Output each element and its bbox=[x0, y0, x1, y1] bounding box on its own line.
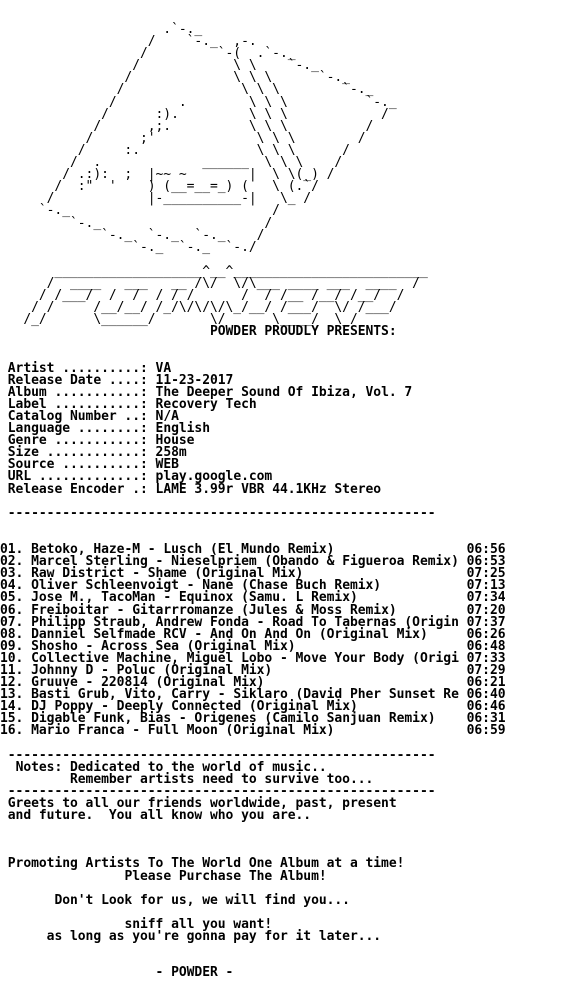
track-number: 11. bbox=[0, 662, 24, 678]
tape-ascii-art-line: / :. \ \ \ / bbox=[0, 142, 350, 158]
track-title: DJ Poppy - Deeply Connected (Original Mix) bbox=[31, 699, 467, 715]
track-duration: 06:21 bbox=[466, 675, 506, 691]
tape-ascii-art-line: / \ \ `-._ bbox=[0, 58, 319, 74]
track-number: 09. bbox=[0, 638, 24, 654]
track-title: Mario Franca - Full Moon (Original Mix) bbox=[31, 723, 467, 739]
tape-ascii-art-line: / ,;. \ \ \ / bbox=[0, 118, 374, 134]
indent-space bbox=[0, 869, 124, 884]
info-value: LAME 3.99r VBR 44.1KHz Stereo bbox=[155, 481, 382, 497]
greets-text: and future. You all know who you are.. bbox=[7, 808, 312, 824]
track-title: Raw District - Shame (Original Mix) bbox=[31, 566, 467, 582]
track-duration: 06:48 bbox=[466, 638, 506, 654]
powder-logo-art-line: / ____ ___ __ /\/ \/\___ ____ ___ ____ / bbox=[0, 275, 420, 291]
info-value: N/A bbox=[155, 409, 179, 424]
track-title: Freiboitar - Gitarrromanze (Jules & Moss Remix) bbox=[31, 602, 467, 618]
notes-text: Notes: Dedicated to the world of music.. bbox=[15, 759, 327, 775]
track-number: 04. bbox=[0, 578, 24, 594]
track-number: 12. bbox=[0, 675, 24, 691]
track-number: 16. bbox=[0, 723, 24, 739]
track-duration: 07:34 bbox=[466, 590, 506, 606]
tape-ascii-art-line: / .:): ; |~~ ~ | \ \(_) / bbox=[0, 167, 335, 183]
tape-ascii-art-line: `-._ / bbox=[0, 215, 273, 231]
info-value: The Deeper Sound Of Ibiza, Vol. 7 bbox=[155, 384, 413, 400]
track-duration: 06:26 bbox=[466, 626, 506, 642]
indent-space bbox=[0, 482, 8, 497]
tape-ascii-art-line: / . \ \ \ `-._ bbox=[0, 94, 397, 110]
track-number: 15. bbox=[0, 711, 24, 727]
info-label: Release Encoder .: bbox=[7, 481, 148, 497]
sniff-text: as long as you're gonna pay for it later... bbox=[46, 929, 382, 945]
info-label: Source ..........: bbox=[7, 457, 148, 473]
separator-line: ------------------------------------------------------- bbox=[7, 505, 436, 521]
track-number: 01. bbox=[0, 542, 24, 558]
track-title: Digable Funk, Bias - Origenes (Camilo Sanjuan Remix) bbox=[31, 711, 467, 727]
powder-logo-art-line: ___________________^__^_________________________ bbox=[0, 263, 428, 279]
indent-space bbox=[0, 893, 54, 908]
notes-text: Remember artists need to survive too... bbox=[70, 771, 374, 787]
track-duration: 06:56 bbox=[466, 542, 506, 558]
info-label: Album ...........: bbox=[7, 384, 148, 400]
greets-text: Greets to all our friends worldwide, past, present bbox=[7, 796, 397, 811]
footer-signature: - POWDER - bbox=[155, 965, 234, 981]
track-title: Marcel Sterling - Nieselpriem (Obando & Figueroa Remix) bbox=[31, 554, 467, 570]
track-title: Basti Grub, Vito, Carry - Siklaro (David Pher Sunset Re bbox=[31, 687, 467, 703]
info-label: Language ........: bbox=[7, 421, 148, 437]
info-value: 258m bbox=[155, 445, 187, 461]
promo-text: Please Purchase The Album! bbox=[124, 868, 327, 884]
separator-line: ------------------------------------------------------- bbox=[7, 747, 436, 763]
powder-logo-art-line: / / /__/__/ /_/\/\/\/\_/__/ /___/ \/ /___/ bbox=[0, 300, 405, 316]
info-value: House bbox=[155, 433, 195, 449]
track-title: Gruuve - 220814 (Original Mix) bbox=[31, 675, 467, 691]
indent-space bbox=[148, 482, 156, 497]
separator-line: ------------------------------------------------------- bbox=[7, 783, 436, 799]
tape-ascii-art-line: `-._ / bbox=[0, 203, 280, 219]
track-duration: 07:33 bbox=[466, 650, 506, 666]
powder-logo-art-line: /_/ \______/ \/ \____/ \_/ bbox=[0, 312, 358, 328]
tape-ascii-art-line: / \ \ \ `-._ bbox=[0, 82, 374, 98]
info-label: Genre ...........: bbox=[7, 433, 148, 449]
indent-space bbox=[0, 808, 8, 823]
tape-ascii-art-line: / :" ' ) (__=__=_) ( \ (.`/ bbox=[0, 179, 319, 195]
track-duration: 07:37 bbox=[466, 614, 506, 630]
track-number: 05. bbox=[0, 590, 24, 606]
track-duration: 07:20 bbox=[466, 602, 506, 618]
tagline-text: Don't Look for us, we will find you... bbox=[54, 892, 350, 908]
track-title: Danniel Selfmade RCV - And On And On (Original Mix) bbox=[31, 626, 467, 642]
track-number: 03. bbox=[0, 566, 24, 582]
track-number: 06. bbox=[0, 602, 24, 618]
info-label: Size ............: bbox=[7, 445, 148, 461]
track-duration: 07:25 bbox=[466, 566, 506, 582]
nfo-document bbox=[0, 24, 568, 979]
info-label: Catalog Number ..: bbox=[7, 409, 148, 424]
indent-space bbox=[0, 965, 156, 980]
track-title: Oliver Schleenvoigt - Nane (Chase Buch Remix) bbox=[31, 578, 467, 594]
presents-heading: POWDER PROUDLY PRESENTS: bbox=[0, 324, 397, 340]
info-value: English bbox=[155, 421, 210, 437]
track-title: Shosho - Across Sea (Original Mix) bbox=[31, 638, 467, 654]
tape-ascii-art-line: / . ______ \ \ \ / bbox=[0, 155, 343, 171]
tape-ascii-art-line: / `-._ ,-. bbox=[0, 34, 257, 50]
info-value: 11-23-2017 bbox=[155, 372, 234, 388]
track-duration: 07:29 bbox=[466, 662, 506, 678]
track-duration: 06:46 bbox=[466, 699, 506, 715]
track-number: 02. bbox=[0, 554, 24, 570]
tape-ascii-art-line: .`-._ bbox=[0, 22, 203, 37]
track-duration: 06:53 bbox=[466, 554, 506, 570]
track-number: 08. bbox=[0, 626, 24, 642]
track-title: Johnny D - Poluc (Original Mix) bbox=[31, 662, 467, 678]
track-number: 10. bbox=[0, 650, 24, 666]
info-value: play.google.com bbox=[155, 469, 273, 485]
promo-text: Promoting Artists To The World One Album at a time! bbox=[7, 856, 405, 872]
track-title: Jose M., TacoMan - Equinox (Samu. L Remix) bbox=[31, 590, 467, 606]
info-value: VA bbox=[155, 360, 172, 376]
track-title: Collective Machine, Miguel Lobo - Move Your Body (Origi bbox=[31, 650, 467, 666]
track-duration: 07:13 bbox=[466, 578, 506, 594]
info-value: WEB bbox=[155, 457, 179, 473]
info-label: Release Date ....: bbox=[7, 372, 148, 388]
track-duration: 06:59 bbox=[466, 723, 506, 739]
tape-ascii-art-line: / :). \ \ \ / bbox=[0, 106, 389, 122]
track-duration: 06:40 bbox=[466, 687, 506, 703]
tape-ascii-art-line: / `-( .`-._ bbox=[0, 46, 296, 62]
indent-space bbox=[0, 506, 8, 521]
track-duration: 06:31 bbox=[466, 711, 506, 727]
track-title: Betoko, Haze-M - Lusch (El Mundo Remix) bbox=[31, 542, 467, 558]
tape-ascii-art-line: / |-__________-| \_ / bbox=[0, 191, 312, 207]
track-title: Philipp Straub, Andrew Fonda - Road To Tabernas (Origin bbox=[31, 614, 467, 630]
tape-ascii-art-line: / \ \ \ `-._ bbox=[0, 70, 350, 86]
info-label: Label ...........: bbox=[7, 396, 148, 412]
track-number: 07. bbox=[0, 614, 24, 630]
tape-ascii-art-line: / ;' \ \ \ / bbox=[0, 130, 366, 146]
indent-space bbox=[0, 929, 47, 944]
info-value: Recovery Tech bbox=[155, 396, 257, 412]
info-label: URL .............: bbox=[7, 469, 148, 485]
sniff-text: sniff all you want! bbox=[124, 916, 273, 932]
tape-ascii-art-line: `-._ `-._ `-._ / bbox=[0, 227, 265, 243]
tape-ascii-art-line: `-._ `-._ `-./ bbox=[0, 239, 257, 255]
powder-logo-art-line: / /___/ / / / / / / / /__ /__/ /__/ / bbox=[0, 288, 405, 304]
info-label: Artist ..........: bbox=[7, 360, 148, 376]
track-number: 13. bbox=[0, 687, 24, 703]
indent-space bbox=[23, 723, 31, 738]
track-number: 14. bbox=[0, 699, 24, 715]
